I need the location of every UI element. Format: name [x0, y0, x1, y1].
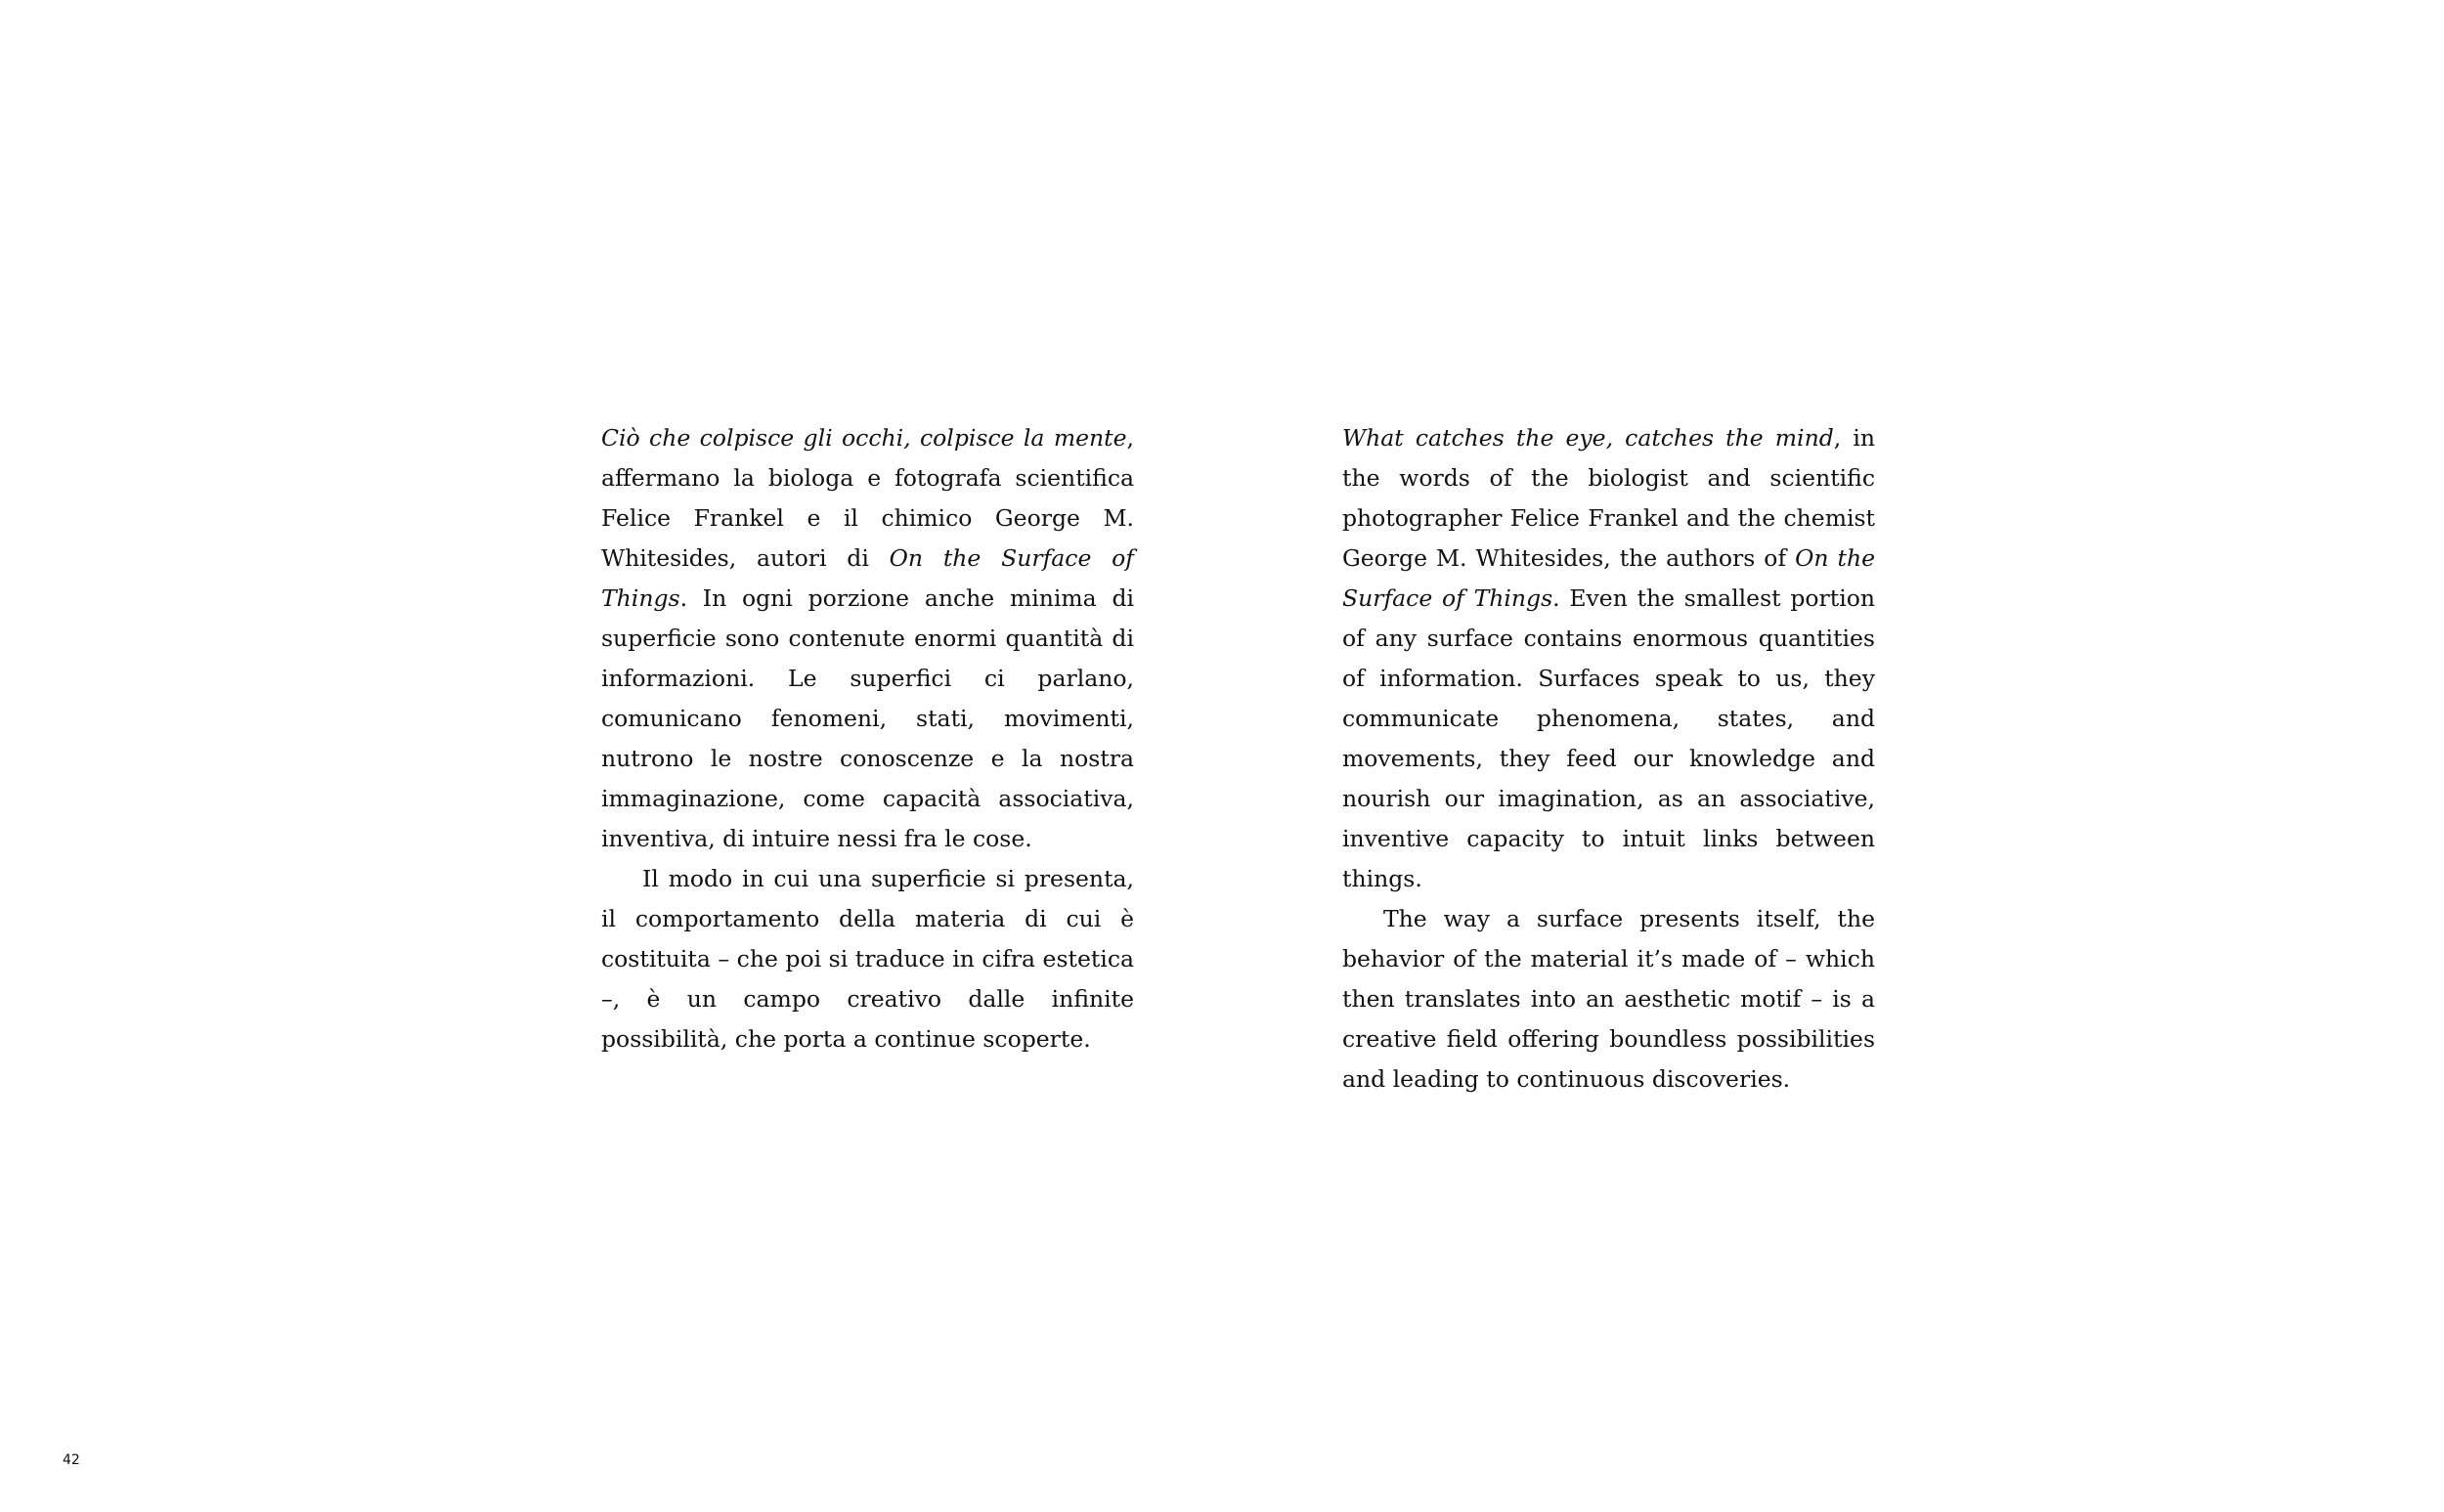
italian-book-title: On the Surface of Things: [601, 544, 1134, 612]
english-book-title: On the Surface of Things: [1342, 544, 1876, 612]
italian-quote-lead: Ciò che colpisce gli occhi, colpisce la mente: [601, 424, 1127, 452]
italian-paragraph-1: [601, 418, 1134, 859]
english-text-column: [1342, 418, 1875, 1100]
italian-text-column: [601, 418, 1134, 1059]
english-paragraph-2: The way a surface presents itself, the behavior of the material it’s made of – which then translates into an aesthetic motif – is a creative field offering boundless possibilities and leading to continuous discoveries.: [1342, 905, 1875, 1093]
page-number: 42: [63, 1452, 80, 1468]
english-quote-lead: What catches the eye, catches the mind: [1342, 424, 1834, 452]
italian-paragraph-1-text-a: , affermano la biologa e fotografa scientifica Felice Frankel e il chimico George M. Whitesides, autori di: [601, 424, 1134, 572]
english-paragraph-1: [1342, 418, 1875, 899]
italian-paragraph-1-text-b: . In ogni porzione anche minima di superficie sono contenute enormi quantità di informazioni. Le superfici ci parlano, comunicano fenomeni, stati, movimenti, nutrono le nostre conoscenze e la nostra immaginazione, come capacità associativa, inventiva, di intuire nessi fra le cose.: [601, 584, 1134, 852]
italian-paragraph-2: Il modo in cui una superficie si presenta, il comportamento della materia di cui è costituita – che poi si traduce in cifra estetica –, è un campo creativo dalle infinite possibilità, che porta a continue scoperte.: [601, 865, 1134, 1053]
english-paragraph-1-text-b: . Even the smallest portion of any surface contains enormous quantities of information. Surfaces speak to us, they communicate phenomena, states, and movements, they feed our knowledge and nourish our imagination, as an associative, inventive capacity to intuit links between things.: [1342, 584, 1875, 892]
english-paragraph-1-text-a: , in the words of the biologist and scientific photographer Felice Frankel and the chemist George M. Whitesides, the authors of: [1342, 424, 1875, 572]
